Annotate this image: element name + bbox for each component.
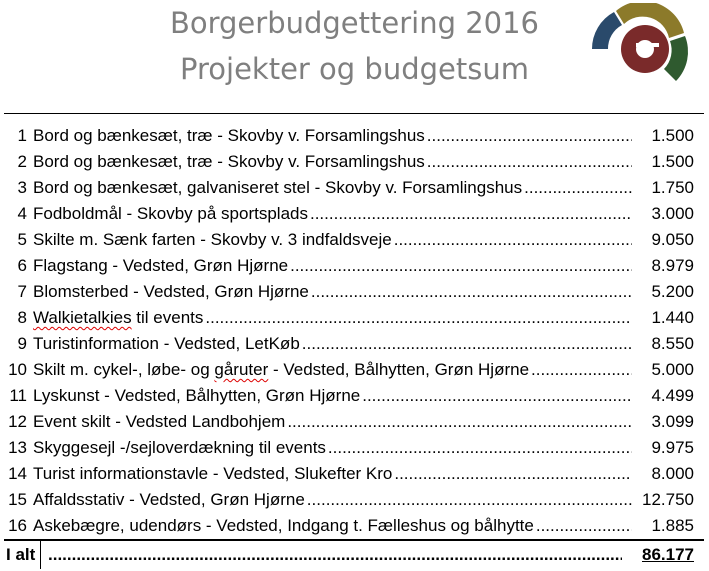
item-amount: 4.499 [651, 386, 694, 405]
spellcheck-mark: gåruter [214, 360, 269, 379]
document-header [0, 0, 709, 110]
list-item [4, 201, 704, 227]
item-description: Bord og bænkesæt, træ - Skovby v. Forsamlingshus [33, 152, 425, 171]
item-description-cell [33, 201, 632, 227]
item-number: 13 [8, 438, 27, 457]
item-number: 9 [17, 334, 27, 353]
total-label: I alt [6, 545, 36, 564]
total-divider [40, 541, 41, 569]
item-description-cell [33, 305, 632, 331]
leader-dots [290, 256, 632, 275]
item-number: 10 [8, 360, 27, 379]
list-item [4, 435, 704, 461]
total-row [4, 539, 704, 569]
item-amount: 1.750 [651, 178, 694, 197]
list-item [4, 227, 704, 253]
item-description: Flagstang - Vedsted, Grøn Hjørne [33, 256, 289, 275]
list-item [4, 331, 704, 357]
item-number: 5 [17, 230, 27, 249]
ring-segments-logo-icon [584, 3, 706, 93]
item-number: 15 [8, 490, 27, 509]
document-title: Borgerbudgettering 2016 [169, 6, 540, 40]
item-description-cell [33, 279, 632, 305]
item-amount: 9.050 [651, 230, 694, 249]
header-rule [4, 113, 704, 114]
leader-dots [531, 360, 632, 379]
item-description-cell [33, 331, 632, 357]
list-item [4, 357, 704, 383]
document-subtitle: Projekter og budgetsum [180, 52, 529, 86]
list-item [4, 409, 704, 435]
leader-dots [205, 308, 632, 327]
item-description: Skilte m. Sænk farten - Skovby v. 3 indfaldsveje [33, 230, 392, 249]
item-amount: 1.440 [651, 308, 694, 327]
item-description: Turist informationstavle - Vedsted, Slukefter Kro [33, 464, 393, 483]
leader-dots [310, 204, 632, 223]
item-number: 7 [17, 282, 27, 301]
item-description-cell [33, 253, 632, 279]
list-item [4, 279, 704, 305]
leader-dots [524, 178, 632, 197]
item-number: 4 [17, 204, 27, 223]
item-amount: 8.979 [651, 256, 694, 275]
item-number: 2 [17, 152, 27, 171]
list-item [4, 461, 704, 487]
item-description-cell [33, 487, 632, 513]
item-number: 1 [17, 126, 27, 145]
item-description: Skilt m. cykel-, løbe- og gåruter - Vedsted, Bålhytten, Grøn Hjørne [33, 360, 530, 379]
item-description-cell [33, 357, 632, 383]
item-amount: 12.750 [642, 490, 694, 509]
spellcheck-mark: Walkietalkies [33, 308, 132, 327]
total-amount: 86.177 [642, 545, 694, 564]
leader-dots [427, 152, 632, 171]
list-item [4, 175, 704, 201]
item-description: Fodboldmål - Skovby på sportsplads [33, 204, 308, 223]
item-number: 16 [8, 516, 27, 535]
list-item [4, 253, 704, 279]
leader-dots [394, 230, 632, 249]
item-description: Skyggesejl -/sejloverdækning til events [33, 438, 326, 457]
item-description: Turistinformation - Vedsted, LetKøb [33, 334, 300, 353]
item-number: 12 [8, 412, 27, 431]
leader-dots [536, 516, 632, 535]
list-item [4, 513, 704, 539]
item-description-cell [33, 175, 632, 201]
leader-dots [307, 490, 632, 509]
item-description: Bord og bænkesæt, galvaniseret stel - Skovby v. Forsamlingshus [33, 178, 523, 197]
item-description: Affaldsstativ - Vedsted, Grøn Hjørne [33, 490, 305, 509]
item-description-cell [33, 383, 632, 409]
total-leader-dots [48, 542, 622, 568]
item-amount: 5.000 [651, 360, 694, 379]
list-item [4, 487, 704, 513]
leader-dots [287, 412, 632, 431]
item-amount: 1.500 [651, 126, 694, 145]
item-number: 3 [17, 178, 27, 197]
leader-dots [362, 386, 632, 405]
item-description-cell [33, 123, 632, 149]
item-amount: 3.099 [651, 412, 694, 431]
item-description-cell [33, 435, 632, 461]
item-number: 11 [9, 386, 27, 405]
item-description-cell [33, 409, 632, 435]
item-description: Bord og bænkesæt, træ - Skovby v. Forsamlingshus [33, 126, 425, 145]
item-number: 14 [8, 464, 27, 483]
item-amount: 3.000 [651, 204, 694, 223]
item-number: 6 [17, 256, 27, 275]
list-item [4, 383, 704, 409]
list-item [4, 123, 704, 149]
item-description: Event skilt - Vedsted Landbohjem [33, 412, 286, 431]
item-amount: 1.500 [651, 152, 694, 171]
item-description-cell [33, 461, 632, 487]
item-number: 8 [17, 308, 27, 327]
list-item [4, 305, 704, 331]
item-description-cell [33, 149, 632, 175]
item-amount: 1.885 [651, 516, 694, 535]
item-amount: 9.975 [651, 438, 694, 457]
item-amount: 8.000 [651, 464, 694, 483]
item-description: Blomsterbed - Vedsted, Grøn Hjørne [33, 282, 309, 301]
leader-dots [302, 334, 632, 353]
item-description: Lyskunst - Vedsted, Bålhytten, Grøn Hjørne [33, 386, 361, 405]
leader-dots [311, 282, 632, 301]
item-description: Walkietalkies til events [33, 308, 204, 327]
leader-dots [328, 438, 632, 457]
project-list [4, 123, 704, 539]
item-amount: 5.200 [651, 282, 694, 301]
item-description-cell [33, 227, 632, 253]
item-amount: 8.550 [651, 334, 694, 353]
item-description: Askebægre, udendørs - Vedsted, Indgang t. Fælleshus og bålhytte [33, 516, 534, 535]
item-description-cell [33, 513, 632, 539]
leader-dots [394, 464, 632, 483]
list-item [4, 149, 704, 175]
leader-dots [427, 126, 632, 145]
